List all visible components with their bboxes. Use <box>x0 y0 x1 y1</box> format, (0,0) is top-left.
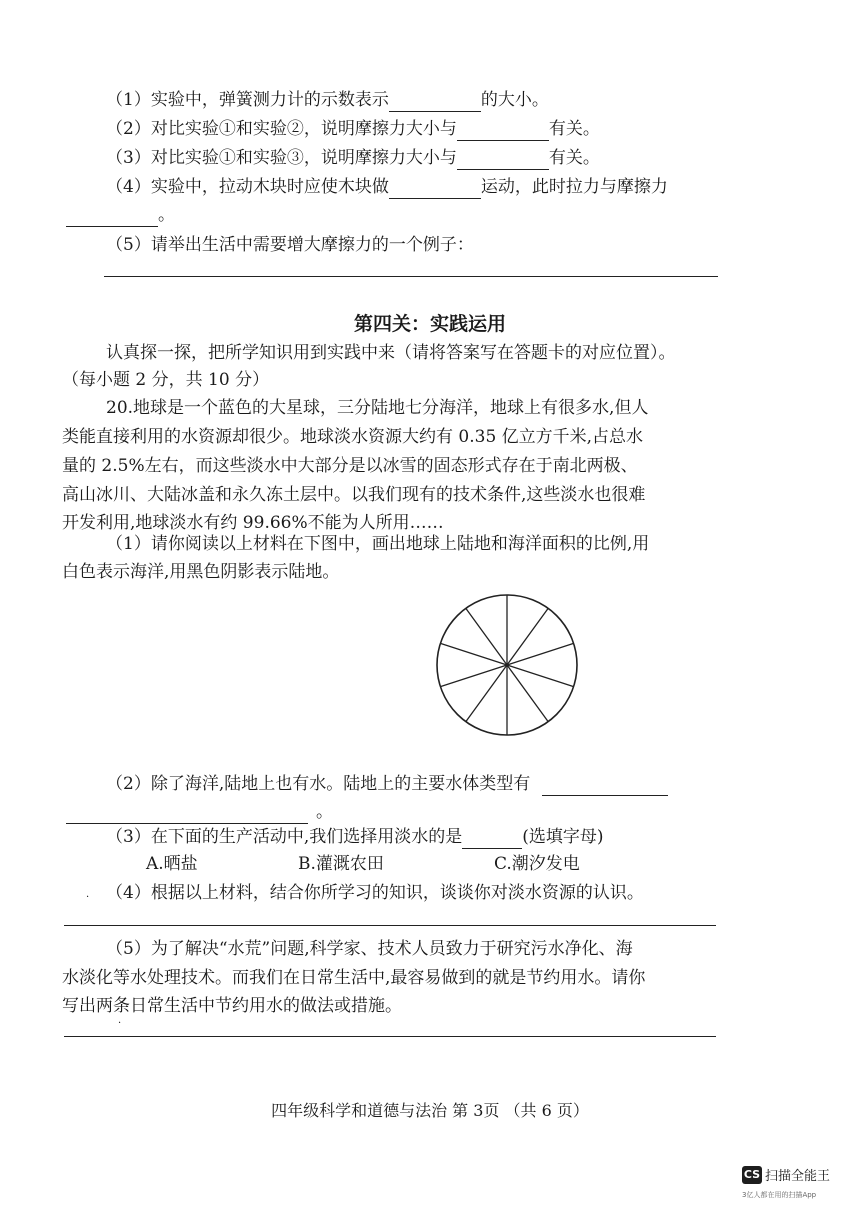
q19-item-2-text: （2）对比实验①和实验②，说明摩擦力大小与 <box>106 119 457 139</box>
q19-item-4-cont <box>66 203 175 227</box>
pie-segment-divider <box>440 643 507 665</box>
pie-segment-divider <box>507 665 548 722</box>
pie-segment-divider <box>466 608 507 665</box>
q19-item-4-text: （4）实验中，拉动木块时应使木块做 <box>106 177 389 197</box>
q20-passage-2: 类能直接利用的水资源却很少。地球淡水资源大约有 0.35 亿立方千米,占总水 <box>62 427 644 447</box>
q19-item-2 <box>106 117 600 141</box>
scanner-tagline: 3亿人都在用的扫描App <box>742 1191 817 1199</box>
pie-segment-divider <box>507 643 574 665</box>
scanner-app-name: 扫描全能王 <box>765 1169 831 1184</box>
scan-speck: · <box>86 892 90 903</box>
q20-sub3-suffix: (选填字母) <box>522 827 604 847</box>
scan-speck: · <box>118 1018 122 1029</box>
land-ocean-pie-diagram[interactable] <box>432 590 582 740</box>
q20-sub3 <box>106 825 604 849</box>
q20-sub5-c: 写出两条日常生活中节约用水的做法或措施。 <box>62 996 402 1016</box>
q20-sub3-text: （3）在下面的生产活动中,我们选择用淡水的是 <box>106 827 463 847</box>
answer-blank[interactable] <box>389 180 481 199</box>
q19-item-3 <box>106 146 600 170</box>
option-a: A.晒盐 <box>146 854 198 874</box>
q19-item-4-suffix: 运动，此时拉力与摩擦力 <box>480 177 668 197</box>
section-intro-2: （每小题 2 分，共 10 分） <box>62 370 270 390</box>
q19-item-3-text: （3）对比实验①和实验③，说明摩擦力大小与 <box>106 148 457 168</box>
section-intro-1: 认真探一探，把所学知识用到实践中来（请将答案写在答题卡的对应位置）。 <box>106 343 676 363</box>
option-b: B.灌溉农田 <box>298 854 384 874</box>
q19-item-3-suffix: 有关。 <box>548 148 600 168</box>
answer-blank[interactable] <box>66 805 308 824</box>
pie-segment-divider <box>440 665 507 687</box>
answer-blank[interactable] <box>66 208 158 227</box>
q20-passage-4: 高山冰川、大陆冰盖和永久冻土层中。以我们现有的技术条件,这些淡水也很难 <box>62 485 646 505</box>
page-footer: 四年级科学和道德与法治 第 3页 （共 6 页） <box>271 1101 589 1120</box>
pie-segment-divider <box>466 665 507 722</box>
pie-segment-lines <box>440 595 573 735</box>
q20-sub2 <box>106 772 668 796</box>
q20-sub2-end: 。 <box>316 802 333 822</box>
q20-sub1-a: （1）请你阅读以上材料在下图中，画出地球上陆地和海洋面积的比例,用 <box>106 534 650 554</box>
q19-item-1-suffix: 的大小。 <box>480 90 549 110</box>
pie-segment-divider <box>507 665 574 687</box>
q20-sub2-text: （2）除了海洋,陆地上也有水。陆地上的主要水体类型有 <box>106 774 531 794</box>
q19-item-4 <box>106 175 668 199</box>
q19-item-1 <box>106 88 549 112</box>
scanner-logo-icon: CS <box>742 1166 762 1184</box>
answer-line[interactable] <box>64 1036 716 1037</box>
answer-blank[interactable] <box>542 777 668 796</box>
q20-passage-5: 开发利用,地球淡水有约 99.66%不能为人所用…… <box>62 513 444 533</box>
answer-blank[interactable] <box>462 830 522 849</box>
q20-passage-1: 20.地球是一个蓝色的大星球，三分陆地七分海洋，地球上有很多水,但人 <box>106 398 649 418</box>
q19-item-1-text: （1）实验中，弹簧测力计的示数表示 <box>106 90 389 110</box>
q20-sub5-b: 水淡化等水处理技术。而我们在日常生活中,最容易做到的就是节约用水。请你 <box>62 968 646 988</box>
q19-item-5 <box>106 233 474 257</box>
q20-sub5-a: （5）为了解决“水荒”问题,科学家、技术人员致力于研究污水净化、海 <box>106 939 633 959</box>
answer-blank[interactable] <box>457 122 549 141</box>
section-title: 第四关：实践运用 <box>353 313 506 335</box>
answer-blank[interactable] <box>457 151 549 170</box>
answer-line[interactable] <box>104 276 718 277</box>
q19-item-5-text: （5）请举出生活中需要增大摩擦力的一个例子： <box>106 235 474 255</box>
q19-item-2-suffix: 有关。 <box>548 119 600 139</box>
answer-line[interactable] <box>64 925 716 926</box>
q20-sub4: （4）根据以上材料，结合你所学习的知识，谈谈你对淡水资源的认识。 <box>106 883 644 903</box>
q20-passage-3: 量的 2.5%左右，而这些淡水中大部分是以冰雪的固态形式存在于南北两极、 <box>62 456 638 476</box>
q20-sub1-b: 白色表示海洋,用黑色阴影表示陆地。 <box>62 562 340 582</box>
answer-blank[interactable] <box>389 93 481 112</box>
pie-segment-divider <box>507 608 548 665</box>
q20-sub2-cont <box>66 800 333 824</box>
q19-item-4-end: 。 <box>158 205 175 225</box>
option-c: C.潮汐发电 <box>494 854 580 874</box>
scanner-watermark <box>742 1164 830 1184</box>
